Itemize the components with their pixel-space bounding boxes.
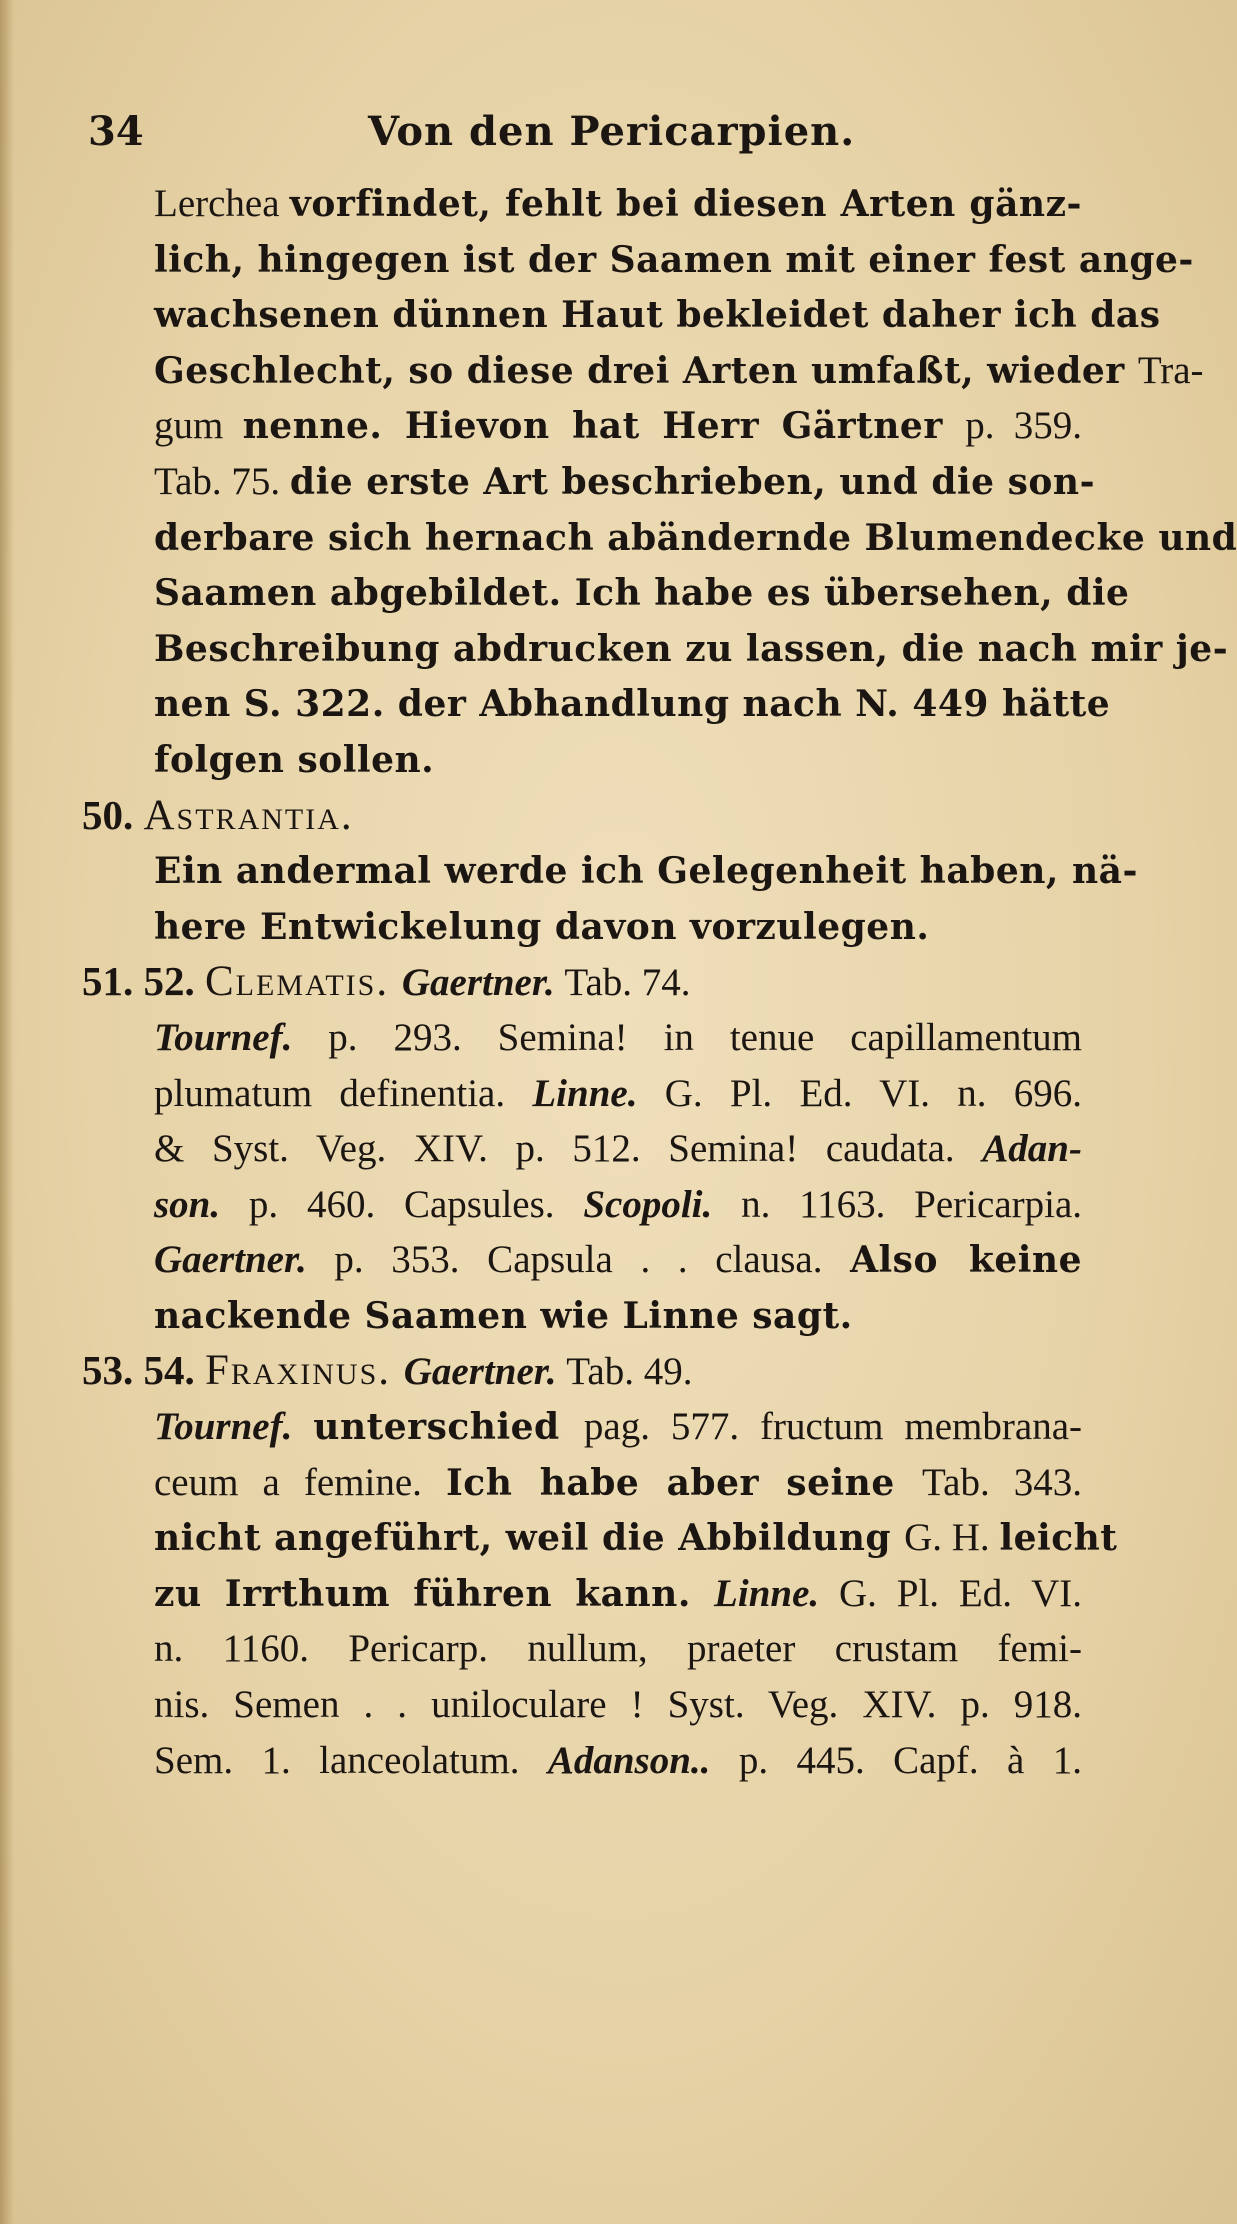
text-segment: Saamen abgebildet. Ich habe es übersehen, die [154, 572, 1130, 615]
text-segment: p. 359. [965, 404, 1083, 448]
text-line-1 [82, 178, 1082, 229]
text-segment: wachsenen dünnen Haut bekleidet daher ich das [154, 294, 1161, 337]
entry-heading-astrantia [82, 790, 1082, 841]
page-number: 34 [88, 108, 144, 155]
text-segment: Tournef. [154, 1015, 329, 1059]
text-line-28 [82, 1679, 1082, 1730]
text-line-25 [82, 1512, 1118, 1563]
text-line-3 [82, 289, 1161, 340]
text-line-11 [82, 734, 1082, 785]
text-line-23 [82, 1401, 1082, 1452]
text-line-8 [82, 567, 1130, 618]
text-segment: G. Pl. Ed. VI. n. 696. [664, 1071, 1083, 1115]
text-segment: nis. Semen . . uniloculare ! Syst. Veg. XIV. p. 918. [154, 1683, 1082, 1727]
text-segment: Tab. 343. [922, 1460, 1082, 1504]
text-segment: p. 293. Semina! in tenue capillamentum [328, 1015, 1082, 1059]
text-line-4 [82, 345, 1204, 396]
text-segment: nicht angeführt, weil die Abbildung [154, 1517, 905, 1560]
text-segment: G. H. [904, 1516, 1000, 1560]
text-segment: Beschreibung abdrucken zu lassen, die nach mir je- [154, 627, 1229, 670]
text-segment: p. 353. Capsula . . clausa. [334, 1238, 851, 1282]
text-segment: Fraxinus. [205, 1347, 404, 1395]
text-segment: Tournef. [154, 1405, 314, 1449]
text-line-13 [82, 845, 1138, 896]
text-segment: Linne. [714, 1571, 839, 1615]
text-segment: Gaertner. [154, 1238, 335, 1282]
text-segment: G. Pl. Ed. VI. [838, 1571, 1082, 1615]
text-segment: unterschied [313, 1406, 584, 1449]
entry-heading-clematis [82, 956, 1082, 1007]
text-line-29 [82, 1735, 1082, 1786]
text-segment: 51. 52. [82, 958, 205, 1005]
text-line-2 [82, 234, 1194, 285]
text-segment: Tab. 49. [566, 1350, 693, 1394]
text-segment: zu Irrthum führen kann. [154, 1572, 715, 1615]
text-line-24 [82, 1457, 1082, 1508]
body-text [82, 178, 1237, 1790]
text-segment: 50. [82, 791, 144, 838]
text-segment: vorfindet, fehlt bei diesen Arten gänz- [289, 183, 1082, 225]
text-line-18 [82, 1123, 1082, 1174]
text-segment: Scopoli. [583, 1182, 742, 1226]
text-segment: derbare sich hernach abändernde Blumendecke und [154, 516, 1237, 559]
text-segment: p. 460. Capsules. [248, 1182, 584, 1226]
text-line-17 [82, 1068, 1082, 1119]
entry-heading-fraxinus [82, 1345, 1082, 1396]
text-segment: Tab. 74. [564, 961, 691, 1005]
text-line-5 [82, 400, 1082, 451]
text-segment: Also keine [850, 1239, 1082, 1282]
page-edge-shadow [0, 0, 14, 2224]
text-segment: Geschlecht, so diese drei Arten umfaßt, wieder [154, 349, 1138, 392]
text-segment: Adanson.. [547, 1738, 739, 1782]
text-line-21 [82, 1290, 1082, 1341]
text-segment: lich, hingegen ist der Saamen mit einer fest ange- [154, 238, 1194, 281]
text-segment: Ein andermal werde ich Gelegenheit haben, nä- [154, 850, 1138, 893]
text-segment: Sem. 1. lanceolatum. [154, 1738, 548, 1782]
text-segment: nen S. 322. der Abhandlung nach N. 449 hätte [154, 683, 1111, 726]
text-segment: Tra- [1137, 348, 1204, 392]
text-segment: n. 1160. Pericarp. nullum, praeter crustam femi- [154, 1627, 1082, 1671]
text-line-20 [82, 1234, 1082, 1285]
text-segment: nenne. Hievon hat Herr Gärtner [242, 405, 966, 448]
text-segment: 53. 54. [82, 1347, 205, 1394]
text-segment: Clematis. [205, 958, 402, 1006]
text-line-27 [82, 1623, 1082, 1674]
running-title: Von den Pericarpien. [368, 108, 856, 155]
text-line-7 [82, 512, 1237, 563]
text-segment: ceum a femine. [154, 1460, 446, 1504]
text-segment: Ich habe aber seine [445, 1461, 923, 1504]
text-segment: son. [154, 1182, 249, 1226]
text-segment: gum [154, 404, 243, 448]
text-segment: Astrantia. [143, 791, 354, 839]
page-header [88, 108, 1078, 168]
text-line-26 [82, 1568, 1082, 1619]
text-line-14 [82, 901, 1082, 952]
text-segment: Tab. 75. [154, 459, 290, 503]
text-segment: Lerchea [154, 182, 290, 225]
text-line-9 [82, 623, 1229, 674]
text-segment: leicht [999, 1517, 1118, 1560]
text-line-10 [82, 678, 1111, 729]
text-segment: p. 445. Capf. à 1. [738, 1738, 1082, 1782]
text-line-6 [82, 456, 1096, 507]
text-segment: Gaertner. [401, 961, 565, 1005]
text-segment: Adan- [982, 1127, 1082, 1171]
text-line-16 [82, 1012, 1082, 1063]
text-segment: Gaertner. [403, 1350, 567, 1394]
text-segment: & Syst. Veg. XIV. p. 512. Semina! caudata. [154, 1127, 983, 1171]
text-segment: plumatum definentia. [154, 1071, 533, 1115]
text-segment: Linne. [532, 1071, 665, 1115]
text-segment: n. 1163. Pericarpia. [741, 1182, 1083, 1226]
text-segment: nackende Saamen wie Linne sagt. [154, 1294, 853, 1337]
text-segment: folgen sollen. [154, 738, 435, 781]
text-segment: die erste Art beschrieben, und die son- [289, 460, 1096, 503]
text-segment: here Entwickelung davon vorzulegen. [154, 905, 930, 948]
text-line-19 [82, 1179, 1082, 1230]
text-segment: pag. 577. fructum membrana- [583, 1405, 1082, 1449]
